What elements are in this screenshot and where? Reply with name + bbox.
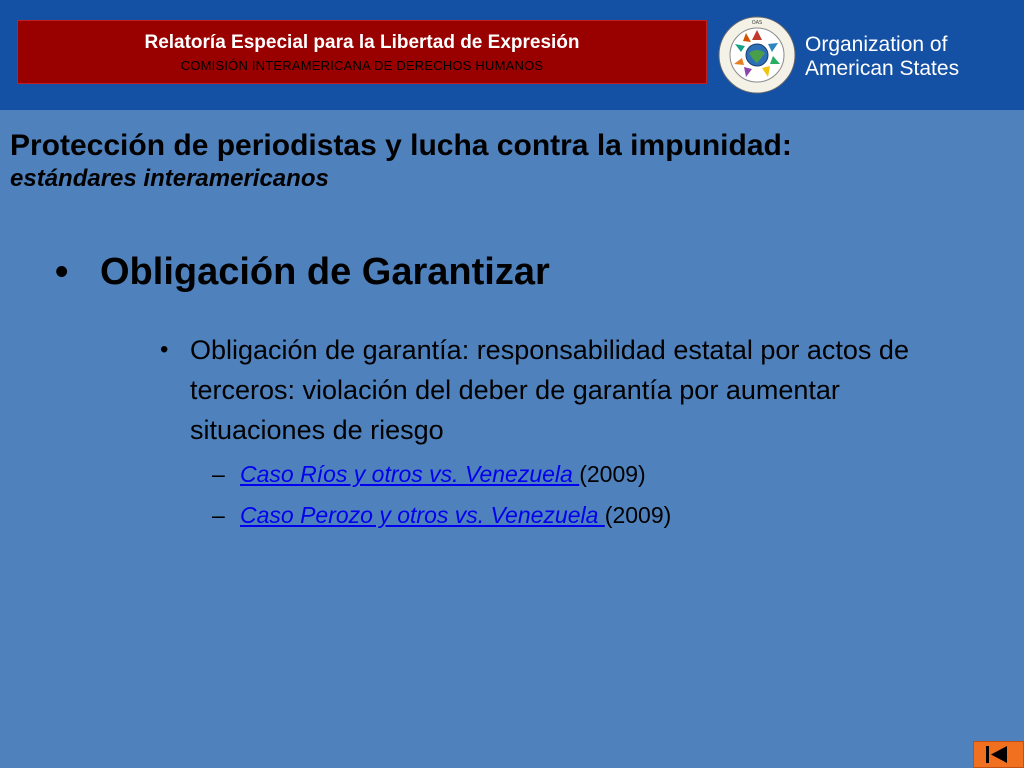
bullet-dot-icon: • (160, 336, 169, 363)
banner-subtitle: COMISIÓN INTERAMERICANA DE DERECHOS HUMANOS (180, 58, 544, 73)
bullet-dot-icon: • (55, 251, 69, 293)
bullet-level2-text: Obligación de garantía: responsabilidad estatal por actos de terceros: violación del deber de garantía por aumentar situaciones de riesgo (190, 335, 909, 445)
org-name-line2: American States (805, 57, 960, 80)
case-item (212, 500, 671, 530)
svg-text:OAS: OAS (751, 20, 763, 26)
title-main: Protección de periodistas y lucha contra la impunidad: (10, 129, 792, 162)
end-slide-icon (974, 742, 1023, 767)
banner-title: Relatoría Especial para la Libertad de Expresión (144, 32, 580, 53)
bullet-level1 (55, 248, 550, 296)
slide-title (10, 128, 1010, 194)
case-year: (2009) (604, 502, 672, 528)
dash-icon: – (212, 461, 225, 487)
oas-seal-icon (718, 16, 796, 94)
case-item (212, 459, 646, 489)
bullet-level2 (160, 330, 960, 450)
rapporteur-banner (17, 20, 707, 84)
case-link-rios[interactable]: Caso Ríos y otros vs. Venezuela (240, 461, 580, 487)
organization-name (805, 33, 1005, 81)
case-link-perozo[interactable]: Caso Perozo y otros vs. Venezuela (240, 502, 605, 528)
case-year: (2009) (579, 461, 646, 487)
bullet-level1-text: Obligación de Garantizar (100, 251, 550, 293)
end-slide-button[interactable] (973, 741, 1024, 768)
dash-icon: – (212, 502, 225, 528)
header-bar (0, 0, 1024, 110)
org-name-line1: Organization of (805, 33, 948, 56)
title-subtitle: estándares interamericanos (10, 165, 329, 192)
